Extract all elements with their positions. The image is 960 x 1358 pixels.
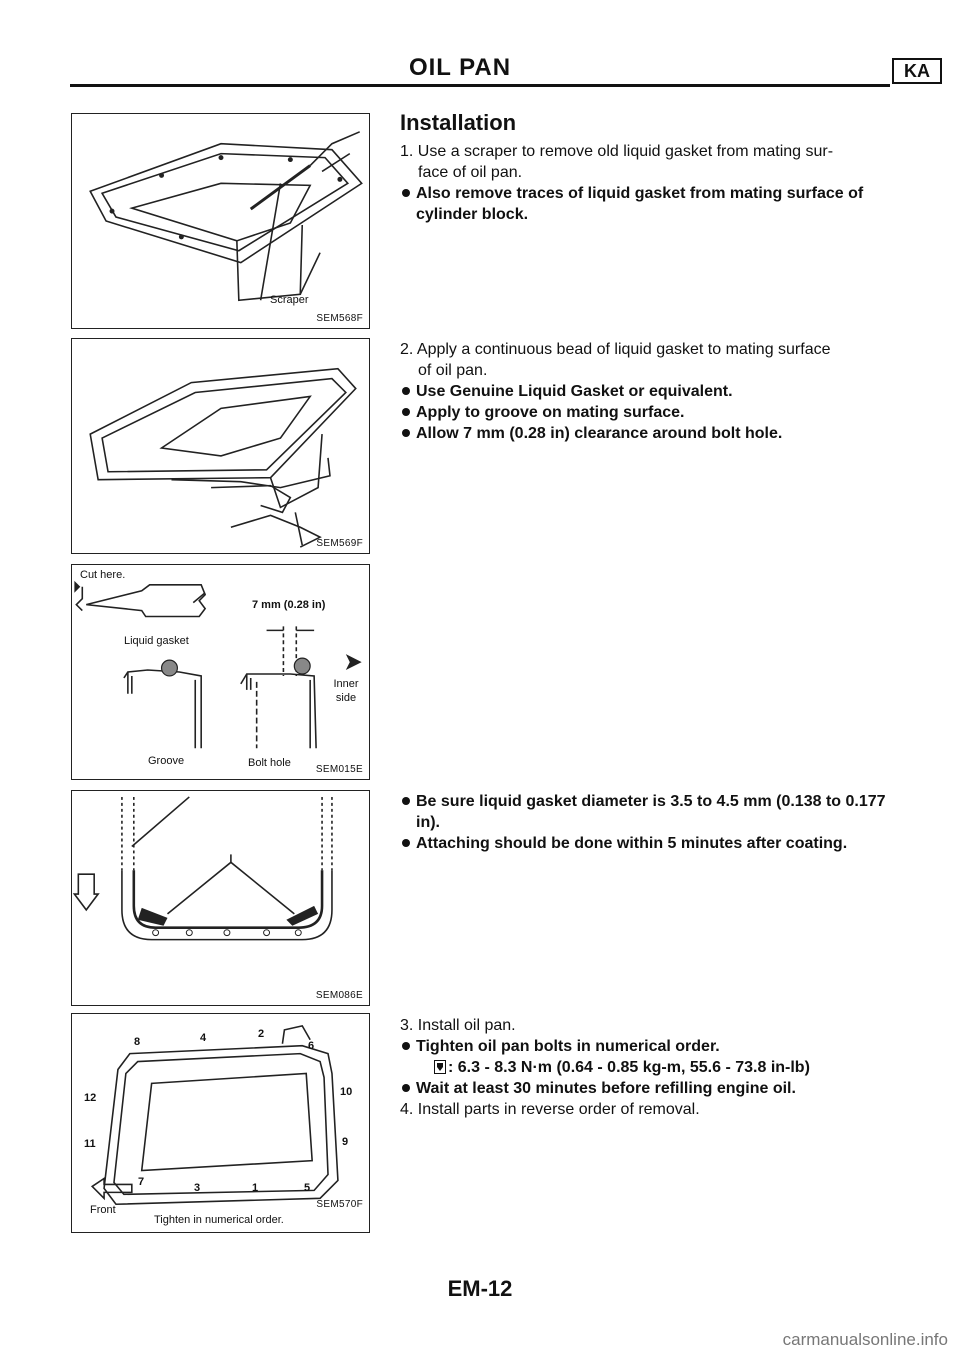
bullet-wait-refill: Wait at least 30 minutes before refilling engine oil. — [400, 1078, 896, 1099]
model-badge: KA — [892, 58, 942, 84]
step-2-line-2: of oil pan. — [418, 362, 488, 379]
bullet-attach-time: Attaching should be done within 5 minutes after coating. — [400, 833, 896, 854]
figure-scraper — [71, 113, 370, 329]
section-title: OIL PAN — [408, 54, 512, 81]
inner-side-label: Inner side — [333, 678, 359, 704]
figure-code: SEM015E — [315, 764, 363, 775]
installation-step-2 — [400, 339, 896, 444]
page-header — [70, 52, 930, 86]
bullet-tighten-order: Tighten oil pan bolts in numerical order. — [400, 1036, 896, 1057]
torque-wrench-icon — [434, 1060, 446, 1074]
figure-code: SEM086E — [315, 990, 363, 1001]
watermark: carmanualsonline.info — [782, 1330, 948, 1349]
oil-pan-scraper-illustration — [72, 114, 369, 328]
figure-code: SEM570F — [316, 1199, 363, 1210]
page-number: EM-12 — [447, 1276, 513, 1301]
figure-apply-bead — [71, 338, 370, 554]
groove-label: Groove — [148, 755, 185, 767]
bolt-order-1: 1 — [252, 1182, 259, 1194]
bead-section-diagram — [72, 565, 369, 779]
bolt-order-3: 3 — [194, 1182, 201, 1194]
figure-tightening-order — [71, 1013, 370, 1233]
bolt-order-8: 8 — [134, 1036, 141, 1048]
oil-pan-bead-illustration — [72, 339, 369, 553]
section-heading: Installation — [400, 110, 517, 135]
front-label: Front — [90, 1204, 116, 1216]
bullet-apply-groove: Apply to groove on mating surface. — [400, 402, 896, 423]
step-3: 3. Install oil pan. — [400, 1017, 516, 1034]
bolt-order-5: 5 — [304, 1182, 311, 1194]
figure-bead-diameter — [71, 790, 370, 1006]
bullet-genuine-gasket: Use Genuine Liquid Gasket or equivalent. — [400, 381, 896, 402]
liquid-gasket-label: Liquid gasket — [124, 635, 189, 647]
cut-here-label: Cut here. — [80, 569, 126, 581]
bolt-order-7: 7 — [138, 1176, 145, 1188]
bullet-bead-diameter: Be sure liquid gasket diameter is 3.5 to 4.5 mm (0.138 to 0.177 in). — [400, 791, 896, 833]
scraper-label: Scraper — [270, 294, 309, 306]
step-1-line-2: face of oil pan. — [418, 164, 523, 181]
step-4: 4. Install parts in reverse order of removal. — [400, 1101, 700, 1118]
figure-code: SEM569F — [316, 538, 363, 549]
header-rule — [70, 84, 890, 87]
bolt-hole-label: Bolt hole — [248, 757, 291, 769]
bolt-order-9: 9 — [342, 1136, 349, 1148]
bolt-order-11: 11 — [84, 1138, 96, 1150]
bead-diameter-diagram — [72, 791, 369, 1005]
bolt-order-6: 6 — [308, 1040, 315, 1052]
clearance-label: 7 mm (0.28 in) — [252, 599, 326, 611]
bolt-order-10: 10 — [340, 1086, 353, 1098]
step-1-line-1: 1. Use a scraper to remove old liquid gasket from mating sur- — [400, 143, 834, 160]
bullet-clearance: Allow 7 mm (0.28 in) clearance around bolt hole. — [400, 423, 896, 444]
torque-spec — [400, 1057, 896, 1078]
installation-step-3-4 — [400, 1015, 896, 1120]
installation-step-1 — [400, 112, 896, 225]
tighten-order-caption: Tighten in numerical order. — [154, 1214, 284, 1226]
bullet-remove-traces: Also remove traces of liquid gasket from mating surface of cylinder block. — [400, 183, 896, 225]
bead-notes — [400, 791, 896, 854]
torque-value: : 6.3 - 8.3 N·m (0.64 - 0.85 kg-m, 55.6 - 73.8 in-lb) — [448, 1059, 810, 1076]
bolt-order-12: 12 — [84, 1092, 97, 1104]
bolt-order-2: 2 — [258, 1028, 265, 1040]
bolt-order-4: 4 — [200, 1032, 207, 1044]
figure-bead-section — [71, 564, 370, 780]
step-2-line-1: 2. Apply a continuous bead of liquid gasket to mating surface — [400, 341, 831, 358]
figure-code: SEM568F — [316, 313, 363, 324]
